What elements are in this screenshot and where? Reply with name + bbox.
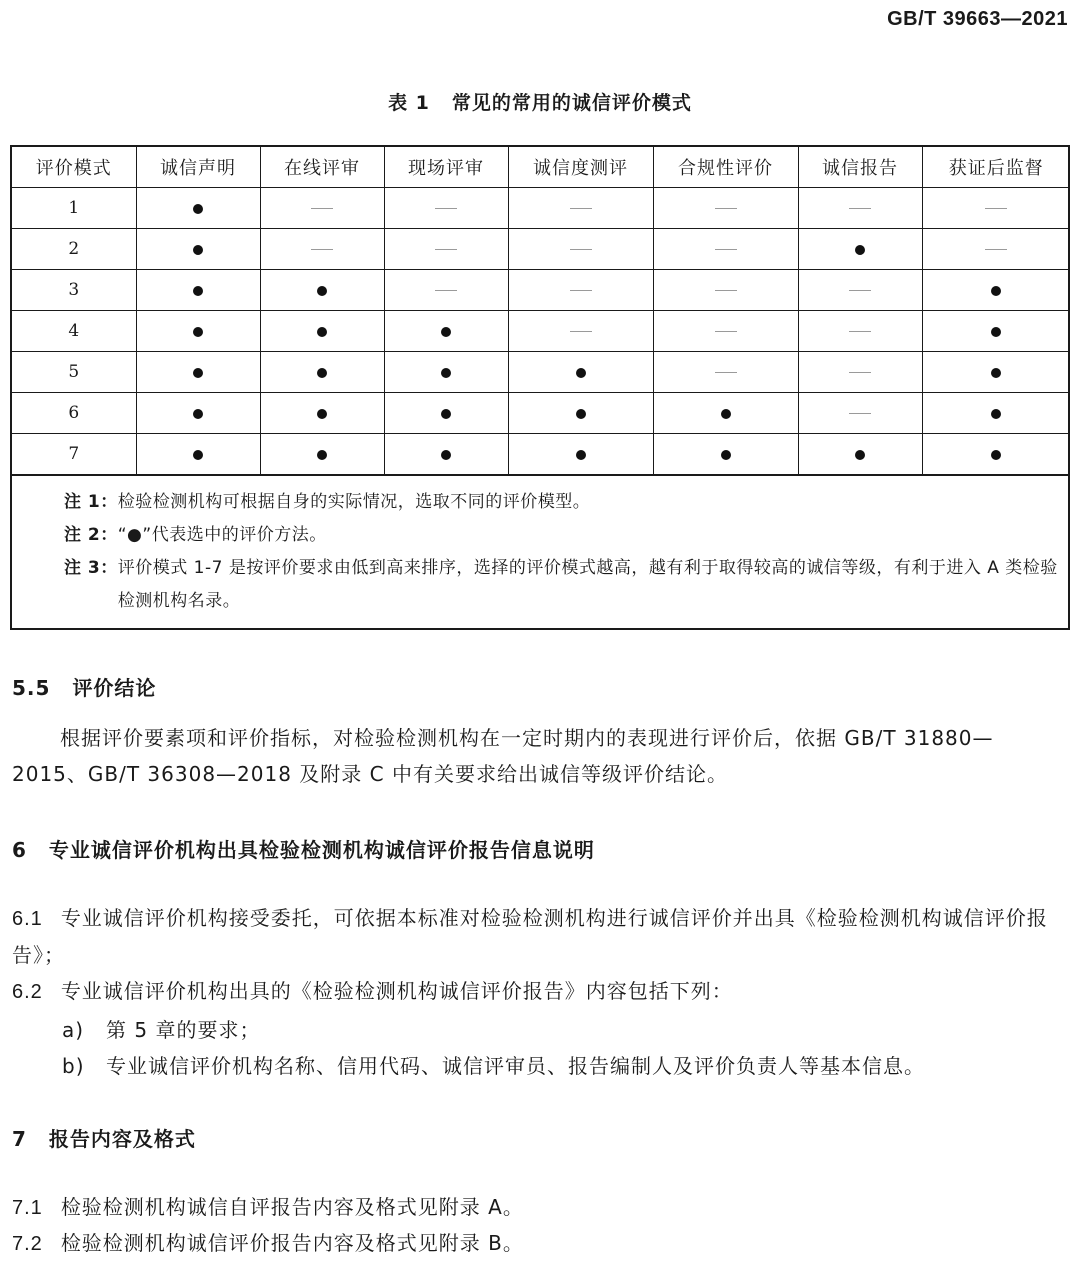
table-row [12, 188, 1070, 229]
selected-cell [384, 311, 508, 352]
selected-dot-icon [317, 368, 327, 378]
dash-icon [570, 290, 592, 291]
column-header: 合规性评价 [653, 147, 798, 188]
table-header-row [12, 147, 1070, 188]
column-header: 获证后监督 [922, 147, 1070, 188]
dash-icon [570, 208, 592, 209]
selected-dot-icon [193, 327, 203, 337]
selected-cell [922, 352, 1070, 393]
column-header: 诚信度测评 [508, 147, 653, 188]
section-5-5-heading: 5.5 评价结论 [12, 676, 157, 700]
table-note [64, 486, 1058, 519]
clause-7-1: 7.1 检验检测机构诚信自评报告内容及格式见附录 A。 [12, 1195, 524, 1219]
dash-icon [715, 208, 737, 209]
mode-number-cell: 5 [12, 352, 136, 393]
dash-icon [715, 372, 737, 373]
column-header: 诚信声明 [136, 147, 260, 188]
selected-dot-icon [193, 368, 203, 378]
note-label: 注 2： [64, 525, 118, 545]
not-selected-cell [798, 311, 922, 352]
note-text: “●”代表选中的评价方法。 [117, 525, 327, 545]
selected-cell [384, 352, 508, 393]
selected-cell [136, 270, 260, 311]
selected-cell [260, 270, 384, 311]
selected-dot-icon [991, 450, 1001, 460]
table-note [64, 552, 1058, 618]
selected-dot-icon [193, 204, 203, 214]
not-selected-cell [922, 229, 1070, 270]
selected-dot-icon [441, 327, 451, 337]
selected-dot-icon [317, 327, 327, 337]
not-selected-cell [384, 270, 508, 311]
selected-dot-icon [193, 245, 203, 255]
dash-icon [715, 331, 737, 332]
clause-6-2: 6.2 专业诚信评价机构出具的《检验检测机构诚信评价报告》内容包括下列： [12, 979, 733, 1003]
selected-dot-icon [855, 450, 865, 460]
dash-icon [435, 208, 457, 209]
dash-icon [570, 249, 592, 250]
dash-icon [435, 249, 457, 250]
selected-cell [798, 434, 922, 475]
not-selected-cell [384, 188, 508, 229]
table-label: 表 1 [388, 92, 430, 114]
dash-icon [849, 290, 871, 291]
selected-cell [922, 311, 1070, 352]
note-label: 注 3： [64, 558, 118, 578]
selected-cell [384, 393, 508, 434]
selected-cell [260, 311, 384, 352]
selected-dot-icon [441, 450, 451, 460]
mode-number-cell: 6 [12, 393, 136, 434]
mode-number-cell: 2 [12, 229, 136, 270]
selected-dot-icon [193, 450, 203, 460]
column-header: 在线评审 [260, 147, 384, 188]
dash-icon [849, 413, 871, 414]
dash-icon [570, 331, 592, 332]
dash-icon [311, 249, 333, 250]
table-note [64, 519, 1058, 552]
selected-cell [136, 311, 260, 352]
table-caption [0, 88, 1080, 115]
dash-icon [715, 249, 737, 250]
selected-cell [922, 434, 1070, 475]
selected-dot-icon [317, 286, 327, 296]
selected-cell [653, 393, 798, 434]
dash-icon [985, 208, 1007, 209]
dash-icon [985, 249, 1007, 250]
selected-dot-icon [991, 327, 1001, 337]
selected-cell [798, 229, 922, 270]
list-item-b: b) 专业诚信评价机构名称、信用代码、诚信评审员、报告编制人及评价负责人等基本信息。 [62, 1054, 925, 1078]
note-text: 评价模式 1-7 是按评价要求由低到高来排序，选择的评价模式越高，越有利于取得较高的诚信等级，有利于进入 A 类检验检测机构名录。 [117, 558, 1058, 611]
not-selected-cell [260, 188, 384, 229]
table-notes [12, 475, 1068, 628]
selected-dot-icon [576, 409, 586, 419]
selected-dot-icon [576, 450, 586, 460]
selected-dot-icon [991, 409, 1001, 419]
note-text: 检验检测机构可根据自身的实际情况，选取不同的评价模型。 [117, 492, 591, 512]
selected-cell [508, 434, 653, 475]
selected-dot-icon [576, 368, 586, 378]
clause-7-2: 7.2 检验检测机构诚信评价报告内容及格式见附录 B。 [12, 1231, 524, 1255]
selected-cell [260, 434, 384, 475]
selected-dot-icon [441, 409, 451, 419]
standard-number: GB/T 39663—2021 [887, 8, 1068, 30]
dash-icon [715, 290, 737, 291]
dash-icon [311, 208, 333, 209]
selected-dot-icon [193, 409, 203, 419]
not-selected-cell [260, 229, 384, 270]
not-selected-cell [653, 311, 798, 352]
section-6-heading: 6 专业诚信评价机构出具检验检测机构诚信评价报告信息说明 [12, 838, 595, 862]
selected-cell [260, 352, 384, 393]
not-selected-cell [922, 188, 1070, 229]
selected-dot-icon [991, 368, 1001, 378]
selected-cell [136, 393, 260, 434]
mode-number-cell: 1 [12, 188, 136, 229]
selected-cell [260, 393, 384, 434]
selected-cell [653, 434, 798, 475]
selected-dot-icon [441, 368, 451, 378]
dash-icon [849, 208, 871, 209]
not-selected-cell [653, 270, 798, 311]
selected-dot-icon [317, 409, 327, 419]
table-row [12, 352, 1070, 393]
table-row [12, 229, 1070, 270]
selected-cell [136, 352, 260, 393]
not-selected-cell [653, 229, 798, 270]
table-row [12, 393, 1070, 434]
selected-cell [136, 434, 260, 475]
column-header: 现场评审 [384, 147, 508, 188]
dash-icon [435, 290, 457, 291]
clause-6-1: 6.1 专业诚信评价机构接受委托，可依据本标准对检验检测机构进行诚信评价并出具《检验检测机构诚信评价报告》； [12, 906, 1048, 967]
not-selected-cell [384, 229, 508, 270]
selected-dot-icon [317, 450, 327, 460]
not-selected-cell [798, 270, 922, 311]
selected-cell [508, 352, 653, 393]
column-header: 评价模式 [12, 147, 136, 188]
selected-dot-icon [721, 409, 731, 419]
not-selected-cell [653, 188, 798, 229]
table-row [12, 311, 1070, 352]
table-caption-text: 常见的常用的诚信评价模式 [451, 92, 692, 114]
selected-cell [508, 393, 653, 434]
selected-dot-icon [855, 245, 865, 255]
list-item-a: a) 第 5 章的要求； [62, 1018, 261, 1042]
not-selected-cell [508, 229, 653, 270]
dash-icon [849, 331, 871, 332]
column-header: 诚信报告 [798, 147, 922, 188]
selected-cell [922, 393, 1070, 434]
selected-dot-icon [991, 286, 1001, 296]
table-row [12, 270, 1070, 311]
table-row [12, 434, 1070, 475]
mode-number-cell: 3 [12, 270, 136, 311]
selected-cell [136, 188, 260, 229]
not-selected-cell [508, 270, 653, 311]
selected-dot-icon [721, 450, 731, 460]
section-7-heading: 7 报告内容及格式 [12, 1127, 196, 1151]
not-selected-cell [653, 352, 798, 393]
section-5-5-body: 根据评价要素项和评价指标，对检验检测机构在一定时期内的表现进行评价后，依据 GB/T 31880—2015、GB/T 36308—2018 及附录 C 中有关要求给出诚信等级评价结论。 [12, 726, 994, 786]
not-selected-cell [798, 393, 922, 434]
not-selected-cell [798, 352, 922, 393]
dash-icon [849, 372, 871, 373]
not-selected-cell [798, 188, 922, 229]
selected-cell [136, 229, 260, 270]
not-selected-cell [508, 188, 653, 229]
mode-number-cell: 4 [12, 311, 136, 352]
note-label: 注 1： [64, 492, 118, 512]
not-selected-cell [508, 311, 653, 352]
selected-cell [384, 434, 508, 475]
mode-number-cell: 7 [12, 434, 136, 475]
selected-dot-icon [193, 286, 203, 296]
evaluation-mode-table [10, 145, 1070, 630]
selected-cell [922, 270, 1070, 311]
